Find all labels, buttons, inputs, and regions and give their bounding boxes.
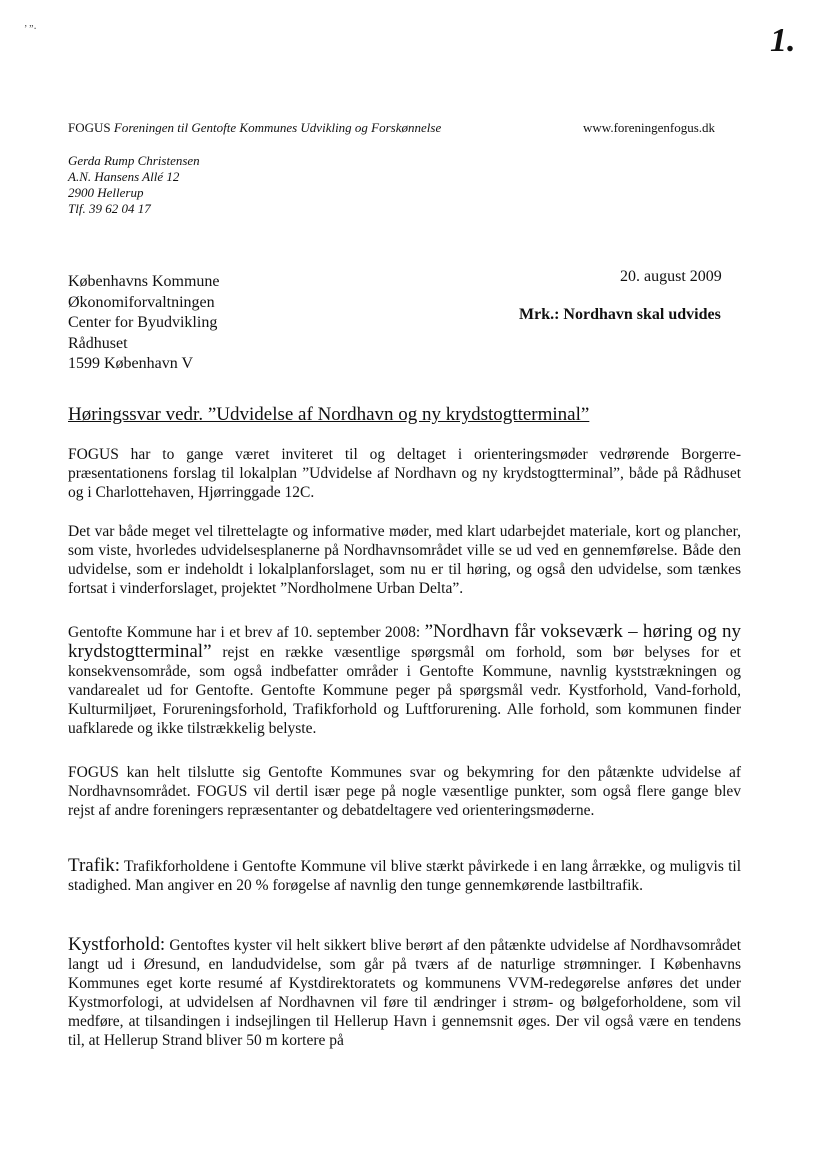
sender-name: Gerda Rump Christensen	[68, 153, 200, 168]
section-text: Gentoftes kyster vil helt sikkert blive berørt af den påtænkte udvidelse af Nordhavsområdet langt ud i Øresund, en landudvidelse, som går på tværs af de naturlige strømninger. I Københavns Kommunes eget korte resumé af Kystdirektoratets og kommunens VVM-redegørelse anføres det under Kystmorfologi, at udvidelsen af Nordhavnen vil føre til ændringer i strøm- og bølgeforholdene, som vil medføre, at tilsandingen i indsejlingen til Hellerup Havn i gennemsnit øges. Der vil også være en tendens til, at Hellerup Strand bliver 50 m kortere på	[68, 937, 741, 1049]
sender-block	[68, 153, 200, 217]
letterhead-org: FOGUS	[68, 120, 111, 135]
section-trafik	[68, 856, 741, 895]
letter-date: 20. august 2009	[620, 268, 722, 285]
paragraph-fogus-support: FOGUS kan helt tilslutte sig Gentofte Kommunes svar og bekymring for den påtænkte udvidelse af Nordhavnsområdet. FOGUS vil dertil især pege på nogle væsentlige punkter, som også flere gange blev rejst af andre foreningers repræsentanter og debatdeltagere ved orienteringsmøderne.	[68, 764, 741, 819]
recipient-line: Rådhuset	[68, 334, 128, 352]
scan-speck: ’ ”‧	[24, 24, 37, 35]
letter-title: Høringssvar vedr. ”Udvidelse af Nordhavn og ny krydstogtterminal”	[68, 404, 590, 425]
paragraph-intro: FOGUS har to gange været inviteret til og deltaget i orienteringsmøder vedrørende Borgerre-præsentationens forslag til lokalplan ”Udvidelse af Nordhavn og ny krydstogtterminal”, både på Rådhuset og i Charlottehaven, Hjørringgade 12C.	[68, 446, 741, 501]
recipient-block	[68, 272, 220, 375]
section-kystforhold	[68, 935, 741, 1050]
sender-street: A.N. Hansens Allé 12	[68, 169, 180, 184]
recipient-line: Københavns Kommune	[68, 273, 220, 290]
section-heading: Kystforhold:	[68, 934, 166, 955]
section-heading: Trafik:	[68, 855, 121, 876]
paragraph-gentofte	[68, 622, 741, 738]
letterhead-website: www.foreningenfogus.dk	[583, 120, 716, 135]
letterhead-org-full: Foreningen til Gentofte Kommunes Udvikling og Forskønnelse	[113, 120, 442, 135]
quoted-letter-title: ”Nordhavn får vokseværk – høring og ny krydstogtterminal”	[68, 621, 742, 662]
recipient-line: Økonomiforvaltningen	[68, 293, 215, 311]
paragraph-text: Gentofte Kommune har i et brev af 10. september 2008:	[68, 624, 425, 641]
sender-city: 2900 Hellerup	[68, 185, 144, 200]
letter-reference: Mrk.: Nordhavn skal udvides	[519, 306, 721, 323]
letterhead-left	[68, 120, 441, 136]
section-text: Trafikforholdene i Gentofte Kommune vil blive stærkt påvirkede i en lang årrække, og muligvis til stadighed. Man angiver en 20 % forøgelse af navnlig den tunge gennemkørende lastbiltrafik.	[68, 858, 741, 894]
paragraph-meetings: Det var både meget vel tilrettelagte og informative møder, med klart udarbejdet materiale, kort og plancher, som viste, hvorledes udvidelsesplanerne på Nordhavnsområdet ville se ud ved en gennemførelse. Både den udvidelse, som er indeholdt i lokalplanforslaget, som nu er til høring, og også den udvidelse, som tænkes fortsat i vinderforslaget, projektet ”Nordholmene Urban Delta”.	[68, 523, 741, 597]
paragraph-text: rejst en række væsentlige spørgsmål om forhold, som bør belyses for et konsekvensområde, som også indbefatter områder i Gentofte Kommune, navnlig kyststrækningen og vandarealet ud for Gentofte. Gentofte Kommune peger på spørgsmål vedr. Kystforhold, Vand-forhold, Kulturmiljøet, Forureningsforhold, Trafikforhold og Luftforurening. Alle forhold, som kommunen finder uafklarede og ikke tilstrækkelig belyste.	[68, 644, 741, 737]
recipient-line: Center for Byudvikling	[68, 314, 218, 331]
recipient-line: 1599 København V	[68, 355, 194, 372]
sender-phone: Tlf. 39 62 04 17	[68, 201, 151, 216]
page-number: 1.	[770, 22, 796, 59]
